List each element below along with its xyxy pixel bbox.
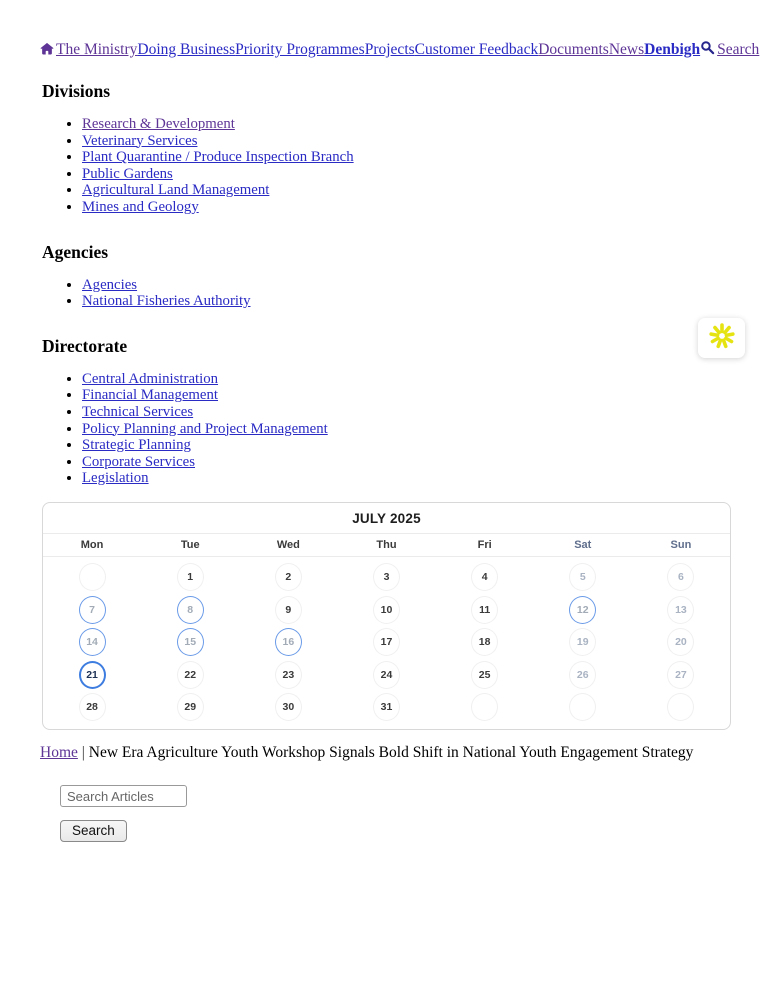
- calendar-weekday-row: [43, 534, 730, 557]
- list-item: [82, 149, 733, 166]
- calendar-day-blank: [632, 691, 730, 724]
- link-plant-quarantine-produce-inspection-branch[interactable]: Plant Quarantine / Produce Inspection Branch: [82, 149, 354, 166]
- calendar-week-row: [43, 593, 730, 626]
- calendar-day-3[interactable]: [337, 561, 435, 594]
- link-veterinary-services[interactable]: Veterinary Services: [82, 132, 198, 149]
- list-item: [82, 116, 733, 133]
- calendar-title: JULY 2025: [43, 503, 730, 534]
- calendar-grid: [43, 557, 730, 730]
- nav-link-news[interactable]: [609, 41, 644, 58]
- calendar-weekday-sun: Sun: [670, 538, 692, 551]
- link-agencies[interactable]: Agencies: [82, 276, 138, 293]
- calendar-day-circle: 7: [79, 596, 106, 624]
- calendar-day-circle: [569, 693, 596, 721]
- calendar-day-circle: 24: [373, 661, 400, 689]
- calendar-day-2[interactable]: [239, 561, 337, 594]
- list-item: [82, 421, 733, 438]
- calendar-day-5[interactable]: [534, 561, 632, 594]
- list-item: [82, 133, 733, 150]
- nav-link-label: Denbigh: [644, 41, 701, 58]
- calendar-day-circle: [667, 693, 694, 721]
- calendar-day-20[interactable]: [632, 626, 730, 659]
- calendar-day-circle: 5: [569, 563, 596, 591]
- section-list-directorate: [40, 371, 733, 487]
- calendar-day-circle: 29: [177, 693, 204, 721]
- section-title-divisions: Divisions: [42, 81, 111, 101]
- calendar-day-22[interactable]: [141, 658, 239, 691]
- link-legislation[interactable]: Legislation: [82, 470, 149, 487]
- breadcrumb: [40, 743, 733, 762]
- calendar-day-circle: 2: [275, 563, 302, 591]
- list-item: [82, 437, 733, 454]
- calendar-day-6[interactable]: [632, 561, 730, 594]
- nav-link-label: The Ministry: [56, 41, 138, 58]
- calendar-day-circle: 27: [667, 661, 694, 689]
- list-item: [82, 470, 733, 487]
- calendar-weekday-fri: Fri: [477, 538, 492, 551]
- section-list-agencies: [40, 277, 733, 310]
- calendar-day-7[interactable]: [43, 593, 141, 626]
- calendar-day-circle: 26: [569, 661, 596, 689]
- calendar-day-11[interactable]: [436, 593, 534, 626]
- breadcrumb-separator: |: [81, 744, 85, 762]
- list-item: [82, 404, 733, 421]
- calendar-day-29[interactable]: [141, 691, 239, 724]
- calendar-week-row: [43, 691, 730, 724]
- calendar-day-13[interactable]: [632, 593, 730, 626]
- calendar-weekday-wed: Wed: [276, 538, 300, 551]
- calendar-day-8[interactable]: [141, 593, 239, 626]
- link-public-gardens[interactable]: Public Gardens: [82, 165, 173, 182]
- search-icon: [700, 40, 715, 60]
- calendar-day-12[interactable]: [534, 593, 632, 626]
- calendar-day-17[interactable]: [337, 626, 435, 659]
- calendar-day-circle: 8: [177, 596, 204, 624]
- calendar-day-circle: 28: [79, 693, 106, 721]
- breadcrumb-home-link[interactable]: Home: [40, 744, 78, 762]
- calendar-day-circle: 17: [373, 628, 400, 656]
- calendar-day-16[interactable]: [239, 626, 337, 659]
- calendar-day-blank: [43, 561, 141, 594]
- calendar-day-4[interactable]: [436, 561, 534, 594]
- home-icon: [40, 41, 54, 60]
- calendar-day-1[interactable]: [141, 561, 239, 594]
- list-item: [82, 387, 733, 404]
- asterisk-spinner-icon: [708, 322, 736, 355]
- link-research-development[interactable]: Research & Development: [82, 116, 235, 132]
- link-central-administration[interactable]: Central Administration: [82, 370, 219, 387]
- calendar-day-blank: [436, 691, 534, 724]
- nav-link-search[interactable]: [700, 41, 759, 58]
- calendar-day-31[interactable]: [337, 691, 435, 724]
- link-policy-planning-and-project-management[interactable]: Policy Planning and Project Management: [82, 420, 328, 437]
- calendar-day-circle: 1: [177, 563, 204, 591]
- article-title: New Era Agriculture Youth Workshop Signals Bold Shift in National Youth Engagement Strategy: [88, 744, 694, 762]
- floating-widget-button[interactable]: [698, 318, 745, 358]
- calendar-day-circle: 25: [471, 661, 498, 689]
- calendar-day-circle: 4: [471, 563, 498, 591]
- nav-link-label: Priority Programmes: [235, 41, 365, 58]
- calendar-day-18[interactable]: [436, 626, 534, 659]
- calendar-weekday-mon: Mon: [80, 538, 104, 551]
- calendar-week-row: [43, 561, 730, 594]
- nav-link-label: News: [608, 41, 645, 58]
- nav-link-customer-feedback[interactable]: [415, 41, 539, 58]
- calendar-day-14[interactable]: [43, 626, 141, 659]
- calendar-week-row: [43, 658, 730, 691]
- calendar-day-21[interactable]: [43, 658, 141, 691]
- sections: [40, 81, 733, 487]
- calendar-day-15[interactable]: [141, 626, 239, 659]
- calendar-day-25[interactable]: [436, 658, 534, 691]
- nav-link-priority-programmes[interactable]: [235, 41, 365, 58]
- calendar-day-circle: 15: [177, 628, 204, 656]
- calendar-day-23[interactable]: [239, 658, 337, 691]
- list-item: [82, 199, 733, 216]
- nav-link-the-ministry[interactable]: [40, 41, 137, 58]
- calendar-weekday-thu: Thu: [376, 538, 397, 551]
- list-item: [82, 293, 733, 310]
- calendar: [42, 502, 731, 731]
- calendar-day-circle: 16: [275, 628, 302, 656]
- calendar-day-circle: [471, 693, 498, 721]
- nav-link-doing-business[interactable]: [137, 41, 235, 58]
- calendar-day-10[interactable]: [337, 593, 435, 626]
- section-list-divisions: [40, 116, 733, 216]
- calendar-week-row: [43, 626, 730, 659]
- calendar-day-9[interactable]: [239, 593, 337, 626]
- list-item: [82, 182, 733, 199]
- calendar-day-24[interactable]: [337, 658, 435, 691]
- calendar-day-19[interactable]: [534, 626, 632, 659]
- calendar-day-circle: 18: [471, 628, 498, 656]
- section-title-agencies: Agencies: [42, 241, 109, 262]
- calendar-day-blank: [534, 691, 632, 724]
- nav-link-documents[interactable]: [538, 41, 609, 58]
- nav-link-label: Projects: [364, 41, 415, 58]
- list-item: [82, 166, 733, 183]
- calendar-day-circle: 10: [373, 596, 400, 624]
- calendar-day-circle: 22: [177, 661, 204, 689]
- section-title-directorate: Directorate: [42, 335, 128, 356]
- list-item: [82, 454, 733, 471]
- calendar-day-30[interactable]: [239, 691, 337, 724]
- calendar-day-circle: [79, 563, 106, 591]
- search-button[interactable]: Search: [60, 820, 127, 842]
- calendar-day-circle: 21: [79, 661, 106, 689]
- calendar-day-circle: 30: [275, 693, 302, 721]
- calendar-day-27[interactable]: [632, 658, 730, 691]
- calendar-day-circle: 3: [373, 563, 400, 591]
- calendar-day-circle: 23: [275, 661, 302, 689]
- calendar-day-circle: 31: [373, 693, 400, 721]
- nav-link-label: Documents: [538, 41, 609, 58]
- nav-link-label: Customer Feedback: [414, 41, 539, 58]
- list-item: [82, 277, 733, 294]
- calendar-day-circle: 12: [569, 596, 596, 624]
- nav-link-label: Search: [717, 41, 760, 58]
- link-financial-management[interactable]: Financial Management: [82, 387, 219, 404]
- calendar-day-28[interactable]: [43, 691, 141, 724]
- nav-link-projects[interactable]: [365, 41, 415, 58]
- calendar-day-circle: 6: [667, 563, 694, 591]
- calendar-day-circle: 13: [667, 596, 694, 624]
- top-nav: [40, 40, 760, 60]
- nav-link-denbigh[interactable]: [644, 41, 700, 58]
- link-national-fisheries-authority[interactable]: National Fisheries Authority: [82, 293, 251, 310]
- calendar-day-26[interactable]: [534, 658, 632, 691]
- calendar-weekday-tue: Tue: [180, 538, 200, 551]
- calendar-day-circle: 11: [471, 596, 498, 624]
- link-mines-and-geology[interactable]: Mines and Geology: [82, 198, 199, 215]
- link-corporate-services[interactable]: Corporate Services: [82, 453, 195, 470]
- link-technical-services[interactable]: Technical Services: [82, 403, 194, 420]
- link-agricultural-land-management[interactable]: Agricultural Land Management: [82, 182, 270, 199]
- calendar-day-circle: 9: [275, 596, 302, 624]
- nav-link-label: Doing Business: [137, 41, 236, 58]
- calendar-weekday-sat: Sat: [574, 538, 592, 551]
- link-strategic-planning[interactable]: Strategic Planning: [82, 437, 191, 454]
- list-item: [82, 371, 733, 388]
- search-articles-input[interactable]: [60, 785, 187, 807]
- calendar-day-circle: 20: [667, 628, 694, 656]
- calendar-day-circle: 14: [79, 628, 106, 656]
- calendar-day-circle: 19: [569, 628, 596, 656]
